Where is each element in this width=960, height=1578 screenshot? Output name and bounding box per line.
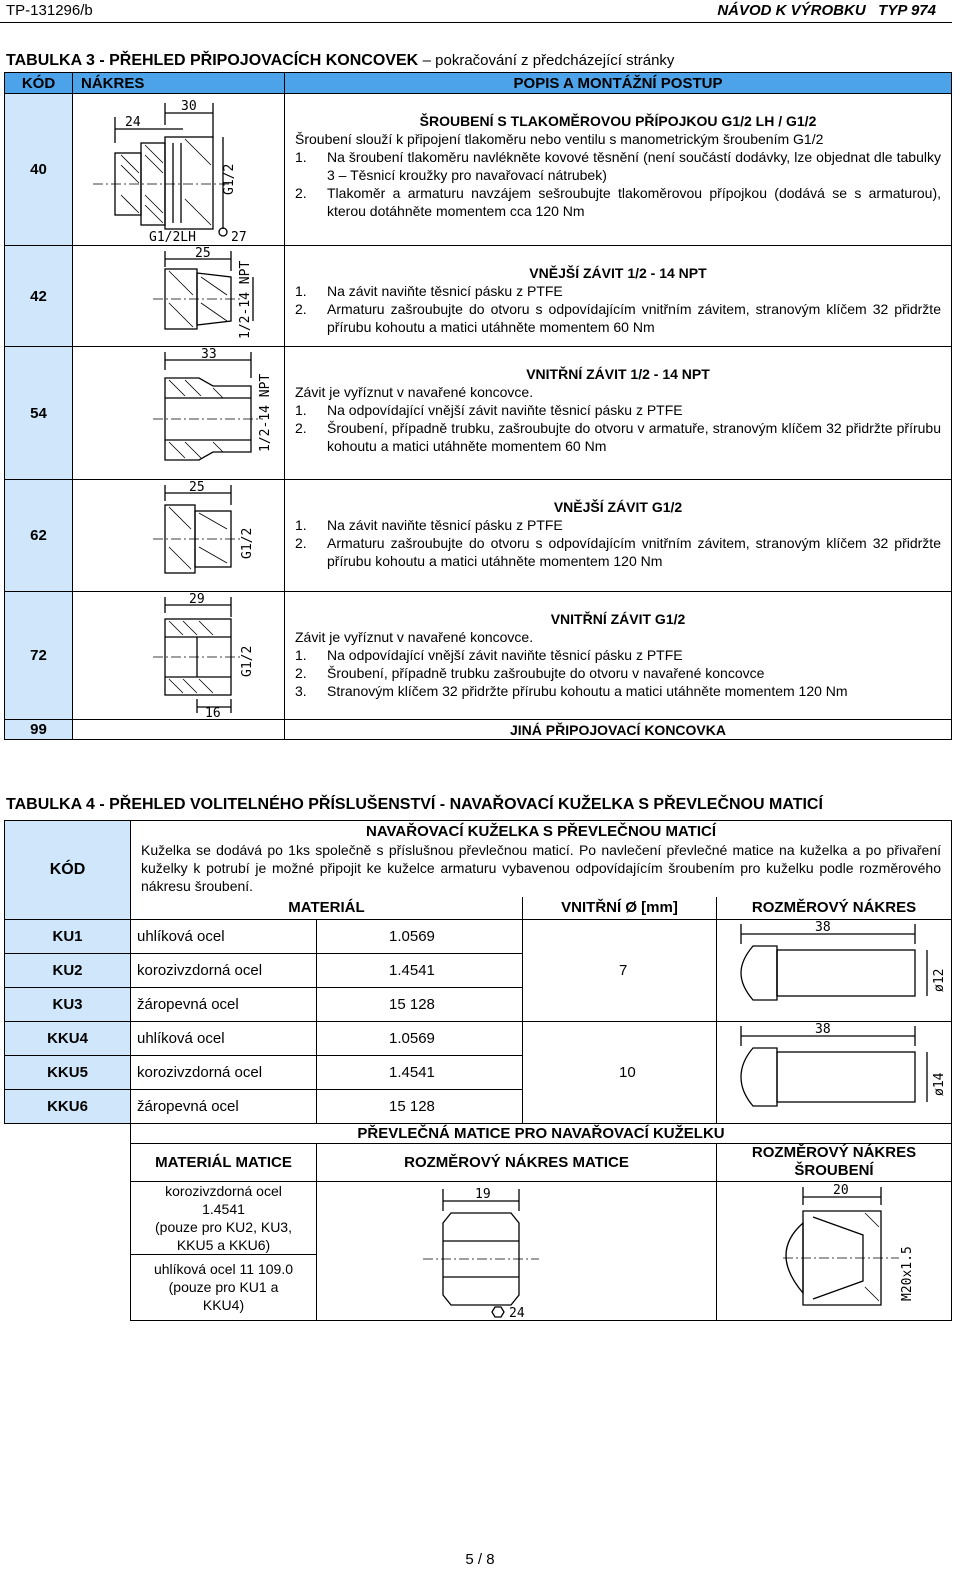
row-material-number: 1.0569 bbox=[317, 1021, 523, 1055]
list-item: 1. Na šroubení tlakoměru navlékněte kovové těsnění (není součástí dodávky, lze objednat dle tabulky 3 – Těsnicí kroužky pro navařovací nátrubek) bbox=[295, 149, 941, 183]
table-row bbox=[5, 592, 952, 720]
row-code: 62 bbox=[5, 480, 73, 592]
dim-m20: M20x1.5 bbox=[900, 1245, 915, 1301]
list-item: 2. Armaturu zašroubujte do otvoru s odpovídajícím vnitřním závitem, stranovým klíčem 32 přidržte přírubu kohoutu a matici utáhněte momentem 60 Nm bbox=[295, 301, 941, 335]
list-item: 2. Tlakoměr a armaturu navzájem sešroubujte tlakoměrovou přípojkou (dodává se s armaturou), kterou dotáhněte momentem cca 120 Nm bbox=[295, 185, 941, 219]
dim-30: 30 bbox=[181, 98, 197, 114]
col-header-drawing: ROZMĚROVÝ NÁKRES bbox=[717, 897, 952, 919]
dim-38: 38 bbox=[815, 1022, 831, 1037]
row-code: KKU6 bbox=[5, 1089, 131, 1123]
list-item: 1. Na závit naviňte těsnicí pásku z PTFE bbox=[295, 283, 563, 299]
row-description bbox=[285, 347, 952, 480]
table4-header-row bbox=[5, 897, 952, 919]
row-code: 99 bbox=[5, 720, 73, 740]
col-header-nakres: NÁKRES bbox=[73, 73, 285, 94]
table4-intro-row bbox=[5, 821, 952, 898]
row-material-number: 1.0569 bbox=[317, 919, 523, 953]
screw-drawing-label: ROZMĚROVÝ NÁKRES ŠROUBENÍ bbox=[717, 1143, 952, 1181]
table3 bbox=[4, 72, 952, 740]
table-row bbox=[5, 720, 952, 740]
table3-title-continuation: – pokračování z předcházející stránky bbox=[422, 52, 675, 69]
inner-diameter: 7 bbox=[523, 919, 717, 1021]
row-code: 42 bbox=[5, 246, 73, 347]
list-item: 3. Stranovým klíčem 32 přidržte přírubu kohoutu a matici utáhněte momentem 120 Nm bbox=[295, 683, 848, 699]
row-description bbox=[285, 246, 952, 347]
dim-npt: 1/2-14 NPT bbox=[238, 260, 253, 339]
nut-heading: PŘEVLEČNÁ MATICE PRO NAVAŘOVACÍ KUŽELKU bbox=[131, 1123, 952, 1143]
row-heading: VNĚJŠÍ ZÁVIT G1/2 bbox=[553, 499, 683, 515]
table-row bbox=[5, 347, 952, 480]
table-row bbox=[5, 919, 952, 953]
dim-16: 16 bbox=[205, 705, 221, 719]
nut-material-1: korozivzdorná ocel 1.4541 (pouze pro KU2, KU3, KKU5 a KKU6) bbox=[131, 1181, 317, 1254]
dim-hex-24: 24 bbox=[509, 1305, 525, 1319]
row-material-number: 15 128 bbox=[317, 987, 523, 1021]
dim-dia12: ø12 bbox=[932, 968, 947, 992]
nut-material-2: uhlíková ocel 11 109.0 (pouze pro KU1 a KKU4) bbox=[131, 1254, 317, 1320]
row-material-number: 1.4541 bbox=[317, 1055, 523, 1089]
dim-g12: G1/2 bbox=[240, 527, 255, 559]
row-intro: Závit je vyříznut v navařené koncovce. bbox=[295, 629, 534, 645]
table4-intro: Kuželka se dodává po 1ks společně s příslušnou převlečnou maticí. Po navlečení převlečné matice na kuželka a po přivaření kuželky k potrubí je možné připojit ke kuželce armaturu vybavenou odpovídajícím šroubením pro kuželku podle rozměrového nákresu šroubení. bbox=[141, 842, 941, 894]
list-item: 2. Šroubení, případně trubku zašroubujte do otvoru v navařené koncovce bbox=[295, 665, 765, 681]
row-material: korozivzdorná ocel bbox=[131, 953, 317, 987]
dim-29: 29 bbox=[189, 592, 205, 607]
table-row bbox=[5, 1021, 952, 1055]
row-intro: Šroubení slouží k připojení tlakoměru nebo ventilu s manometrickým šroubením G1/2 bbox=[295, 131, 824, 147]
dim-19: 19 bbox=[475, 1186, 491, 1202]
list-item: 1. Na odpovídající vnější závit naviňte těsnicí pásku z PTFE bbox=[295, 402, 683, 418]
row-code: 72 bbox=[5, 592, 73, 720]
table4-nut-header-row bbox=[5, 1143, 952, 1181]
table-row bbox=[5, 94, 952, 246]
drawing-pressure-gauge-fitting bbox=[73, 94, 285, 246]
col-header-kod: KÓD bbox=[5, 821, 131, 920]
nut-material-label: MATERIÁL MATICE bbox=[131, 1143, 317, 1181]
table4-title: TABULKA 4 - PŘEHLED VOLITELNÉHO PŘÍSLUŠENSTVÍ - NAVAŘOVACÍ KUŽELKA S PŘEVLEČNOU MATICÍ bbox=[6, 796, 823, 813]
dim-27: 27 bbox=[231, 229, 247, 245]
document-id: TP-131296/b bbox=[6, 2, 93, 19]
row-intro: Závit je vyříznut v navařené koncovce. bbox=[295, 384, 534, 400]
row-code: KU2 bbox=[5, 953, 131, 987]
dim-dia14: ø14 bbox=[932, 1072, 947, 1096]
drawing-nut bbox=[317, 1181, 717, 1320]
row-description bbox=[285, 480, 952, 592]
table4-nut-heading-row bbox=[5, 1123, 952, 1143]
row-code: KU1 bbox=[5, 919, 131, 953]
row-code: 54 bbox=[5, 347, 73, 480]
table-row bbox=[5, 480, 952, 592]
row-material: žáropevná ocel bbox=[131, 1089, 317, 1123]
row-heading: VNITŘNÍ ZÁVIT 1/2 - 14 NPT bbox=[526, 366, 710, 382]
dim-24: 24 bbox=[125, 114, 141, 130]
row-material: žáropevná ocel bbox=[131, 987, 317, 1021]
drawing-screw bbox=[717, 1181, 952, 1320]
row-material-number: 15 128 bbox=[317, 1089, 523, 1123]
dim-g12lh: G1/2LH bbox=[149, 229, 196, 245]
dim-npt: 1/2-14 NPT bbox=[258, 373, 273, 452]
dim-20: 20 bbox=[833, 1182, 849, 1198]
dim-25: 25 bbox=[195, 246, 211, 261]
row-code: KU3 bbox=[5, 987, 131, 1021]
list-item: 1. Na odpovídající vnější závit naviňte těsnicí pásku z PTFE bbox=[295, 647, 683, 663]
row-heading: ŠROUBENÍ S TLAKOMĚROVOU PŘÍPOJKOU G1/2 LH / G1/2 bbox=[419, 113, 817, 129]
drawing-cone-b bbox=[717, 1021, 952, 1123]
nut-drawing-label: ROZMĚROVÝ NÁKRES MATICE bbox=[317, 1143, 717, 1181]
page-number: 5 / 8 bbox=[465, 1551, 495, 1568]
dim-38: 38 bbox=[815, 920, 831, 935]
drawing-external-g12 bbox=[73, 480, 285, 592]
row-material-number: 1.4541 bbox=[317, 953, 523, 987]
list-item: 2. Šroubení, případně trubku, zašroubujte do otvoru v armatuře, stranovým klíčem 32 přidržte přírubu kohoutu a matici utáhněte momentem 60 Nm bbox=[295, 420, 941, 454]
row-material: uhlíková ocel bbox=[131, 919, 317, 953]
drawing-external-npt bbox=[73, 246, 285, 347]
col-header-inner: VNITŘNÍ Ø [mm] bbox=[523, 897, 717, 919]
row-description bbox=[285, 94, 952, 246]
table3-header-row bbox=[5, 73, 952, 94]
col-header-popis: POPIS A MONTÁŽNÍ POSTUP bbox=[285, 73, 952, 94]
col-header-kod: KÓD bbox=[5, 73, 73, 94]
row-heading: VNITŘNÍ ZÁVIT G1/2 bbox=[550, 611, 686, 627]
dim-25: 25 bbox=[189, 480, 205, 495]
dim-g12: G1/2 bbox=[240, 645, 255, 677]
list-item: 2. Armaturu zašroubujte do otvoru s odpovídajícím vnitřním závitem, stranovým klíčem 32 přidržte přírubu kohoutu a matici utáhněte momentem 120 Nm bbox=[295, 535, 941, 569]
table-row bbox=[5, 246, 952, 347]
table3-title: TABULKA 3 - PŘEHLED PŘIPOJOVACÍCH KONCOVEK – pokračování z předcházející stránky bbox=[6, 52, 675, 69]
drawing-internal-g12 bbox=[73, 592, 285, 720]
table4 bbox=[4, 820, 952, 1321]
row-code: KKU5 bbox=[5, 1055, 131, 1089]
row-description bbox=[285, 592, 952, 720]
list-item: 1. Na závit naviňte těsnicí pásku z PTFE bbox=[295, 517, 563, 533]
row-heading: VNĚJŠÍ ZÁVIT 1/2 - 14 NPT bbox=[529, 265, 707, 281]
document-title: NÁVOD K VÝROBKU TYP 974 bbox=[717, 2, 936, 19]
drawing-internal-npt bbox=[73, 347, 285, 480]
row-heading: JINÁ PŘIPOJOVACÍ KONCOVKA bbox=[285, 720, 952, 740]
table-row bbox=[5, 1181, 952, 1254]
table4-heading: NAVAŘOVACÍ KUŽELKA S PŘEVLEČNOU MATICÍ bbox=[365, 823, 716, 840]
row-material: korozivzdorná ocel bbox=[131, 1055, 317, 1089]
row-code: KKU4 bbox=[5, 1021, 131, 1055]
header-divider bbox=[0, 22, 952, 23]
col-header-material: MATERIÁL bbox=[131, 897, 523, 919]
drawing-cone-a bbox=[717, 919, 952, 1021]
inner-diameter: 10 bbox=[523, 1021, 717, 1123]
dim-g12: G1/2 bbox=[222, 163, 237, 195]
dim-33: 33 bbox=[201, 347, 217, 362]
row-material: uhlíková ocel bbox=[131, 1021, 317, 1055]
row-code: 40 bbox=[5, 94, 73, 246]
